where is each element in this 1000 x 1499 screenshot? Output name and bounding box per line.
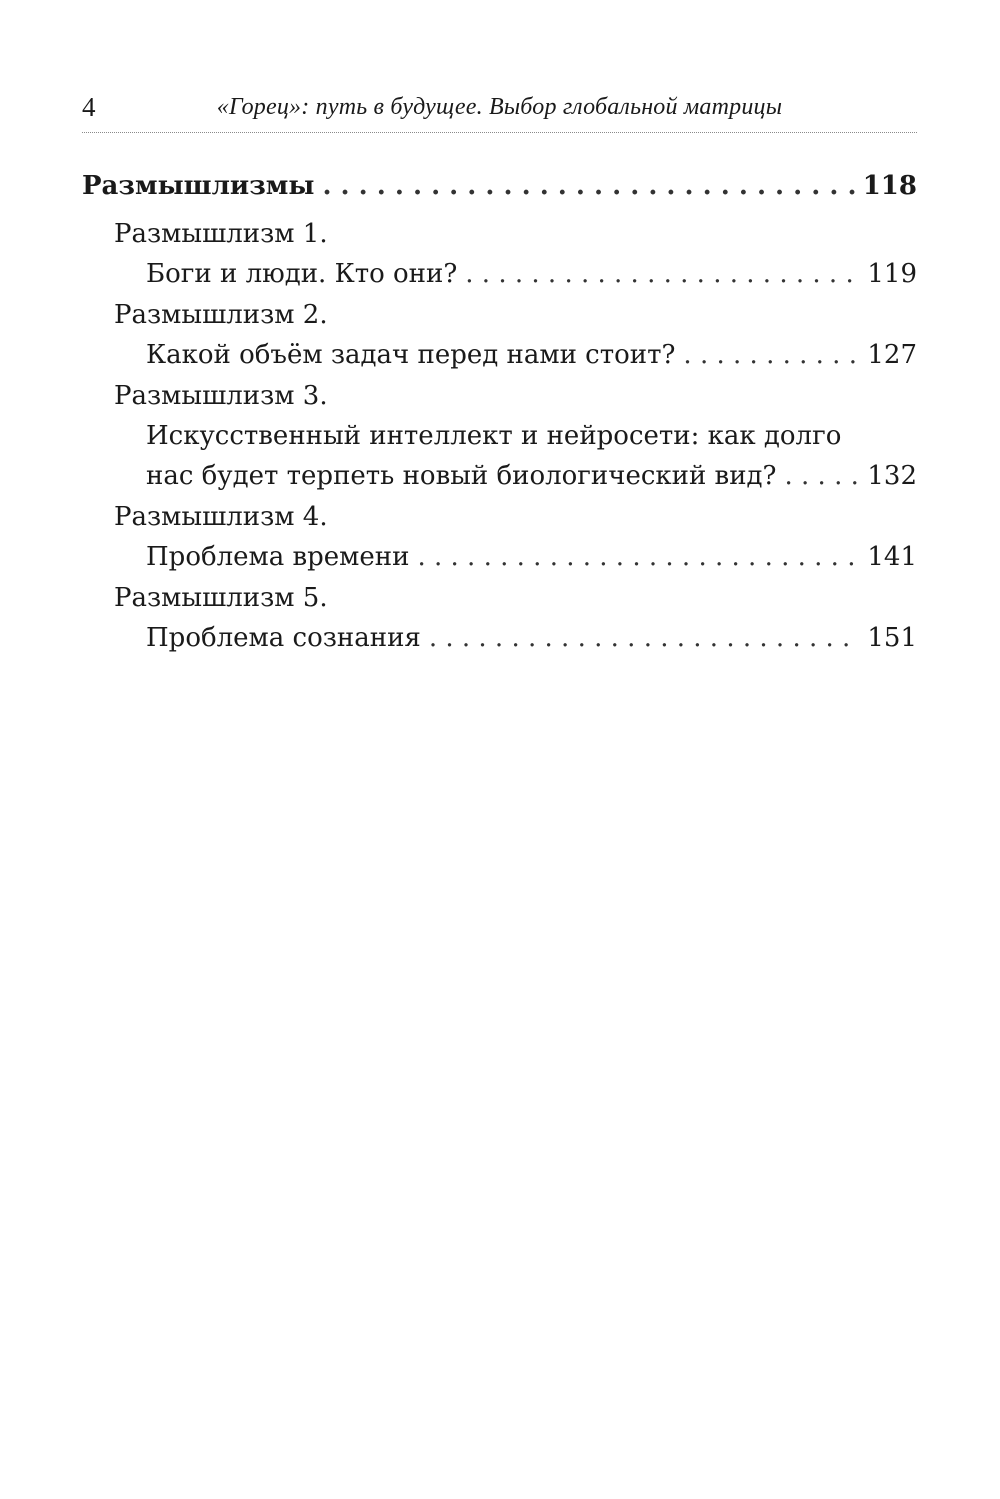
entry-label: Размышлизм 1. bbox=[114, 219, 328, 249]
entry-title-line bbox=[146, 618, 917, 658]
entry-title-line bbox=[146, 537, 917, 577]
entry-title: нас будет терпеть новый биологический вид? bbox=[146, 461, 777, 491]
entry-page-number: 151 bbox=[867, 623, 917, 653]
entry-page-number: 119 bbox=[867, 259, 917, 289]
toc-part-heading[interactable] bbox=[82, 166, 917, 206]
entry-page-number: 132 bbox=[867, 461, 917, 491]
dot-leader bbox=[683, 335, 859, 375]
dot-leader bbox=[417, 537, 859, 577]
toc-entry[interactable] bbox=[114, 214, 917, 294]
part-title: Размышлизмы bbox=[82, 171, 315, 201]
toc-entry[interactable] bbox=[114, 578, 917, 658]
entry-title: Проблема времени bbox=[146, 542, 410, 572]
dot-leader bbox=[322, 166, 854, 206]
entry-label: Размышлизм 3. bbox=[114, 381, 328, 411]
dot-leader bbox=[429, 618, 860, 658]
entry-title-line bbox=[146, 335, 917, 375]
part-page-number: 118 bbox=[862, 171, 917, 201]
entry-title-line bbox=[146, 456, 917, 496]
table-of-contents bbox=[82, 166, 917, 659]
entry-title: Боги и люди. Кто они? bbox=[146, 259, 458, 289]
entry-title: Проблема сознания bbox=[146, 623, 421, 653]
dot-leader bbox=[465, 254, 859, 294]
running-head bbox=[82, 88, 917, 132]
entry-label: Размышлизм 2. bbox=[114, 300, 328, 330]
toc-entry[interactable] bbox=[114, 497, 917, 577]
running-title: «Горец»: путь в будущее. Выбор глобальной матрицы bbox=[216, 94, 783, 120]
entry-title-first-line: Искусственный интеллект и нейросети: как долго bbox=[146, 421, 842, 451]
entry-page-number: 127 bbox=[867, 340, 917, 370]
dot-leader bbox=[784, 456, 859, 496]
page-number: 4 bbox=[82, 92, 96, 122]
toc-entry[interactable] bbox=[114, 376, 917, 496]
entry-page-number: 141 bbox=[867, 542, 917, 572]
header-divider bbox=[82, 132, 917, 133]
entry-title: Какой объём задач перед нами стоит? bbox=[146, 340, 676, 370]
entry-label: Размышлизм 4. bbox=[114, 502, 328, 532]
toc-entry[interactable] bbox=[114, 295, 917, 375]
entry-label: Размышлизм 5. bbox=[114, 583, 328, 613]
entry-title-line bbox=[146, 254, 917, 294]
